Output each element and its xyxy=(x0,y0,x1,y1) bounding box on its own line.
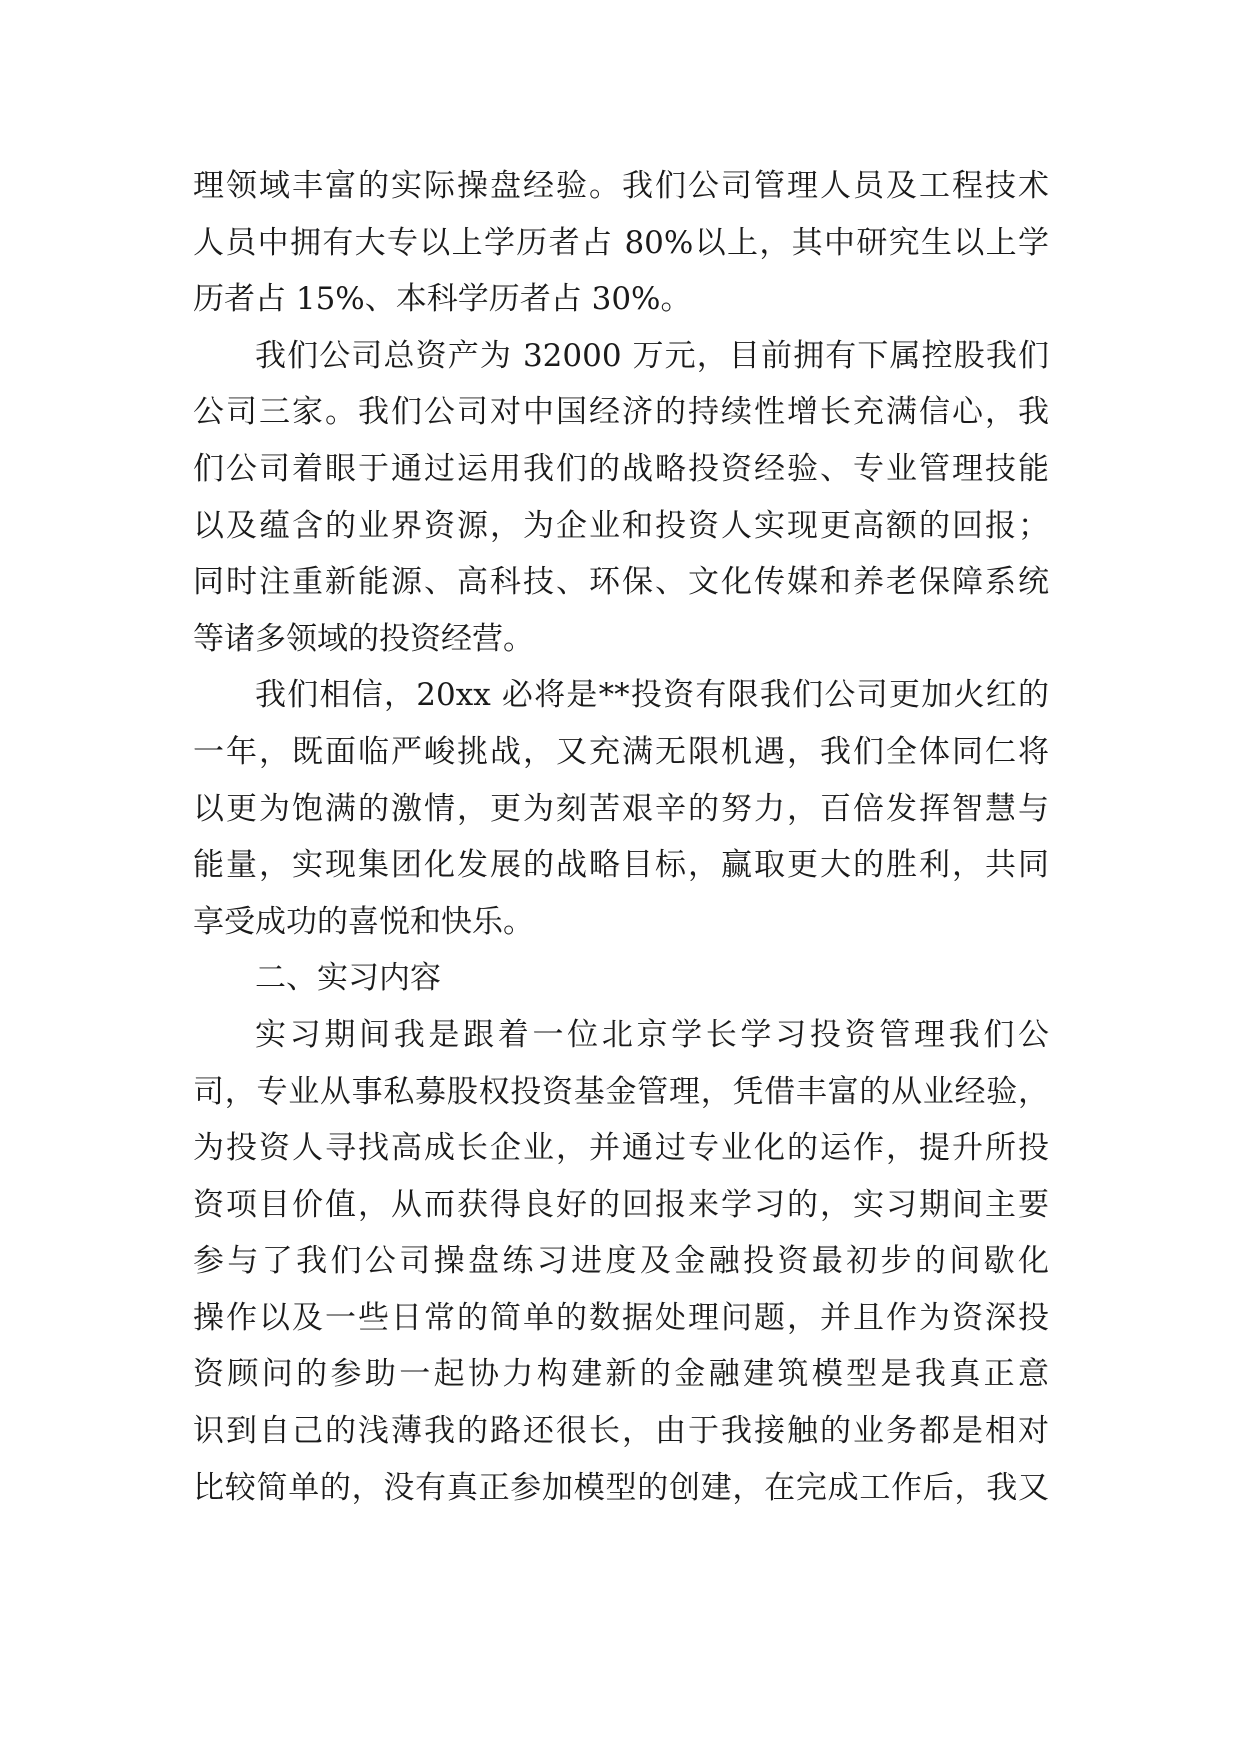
text-line: 历者占 15%、本科学历者占 30%。 xyxy=(193,281,692,318)
text-line: 司，专业从事私募股权投资基金管理，凭借丰富的从业经验， xyxy=(193,1073,1049,1110)
text-line: 理领域丰富的实际操盘经验。我们公司管理人员及工程技术 xyxy=(193,168,1049,204)
text-line: 以及蕴含的业界资源，为企业和投资人实现更高额的回报； xyxy=(193,507,1049,544)
text-line: 资项目价值，从而获得良好的回报来学习的，实习期间主要 xyxy=(193,1186,1049,1223)
text-line: 操作以及一些日常的简单的数据处理问题，并且作为资深投 xyxy=(193,1299,1049,1336)
section-heading: 二、实习内容 xyxy=(255,960,441,997)
paragraph-first-line: 我们公司总资产为 32000 万元，目前拥有下属控股我们 xyxy=(255,337,1049,374)
text-line: 参与了我们公司操盘练习进度及金融投资最初步的间歇化 xyxy=(193,1243,1049,1280)
text-line: 比较简单的，没有真正参加模型的创建，在完成工作后，我又 xyxy=(193,1469,1049,1506)
text-line: 同时注重新能源、高科技、环保、文化传媒和养老保障系统 xyxy=(193,564,1049,601)
body-text xyxy=(193,158,1049,1516)
text-line: 以更为饱满的激情，更为刻苦艰辛的努力，百倍发挥智慧与 xyxy=(193,790,1049,827)
text-line: 能量，实现集团化发展的战略目标，赢取更大的胜利，共同 xyxy=(193,847,1049,884)
text-line: 人员中拥有大专以上学历者占 80%以上，其中研究生以上学 xyxy=(193,224,1049,261)
text-line: 享受成功的喜悦和快乐。 xyxy=(193,903,534,940)
text-line: 等诸多领域的投资经营。 xyxy=(193,620,534,657)
text-line: 公司三家。我们公司对中国经济的持续性增长充满信心，我 xyxy=(193,394,1049,431)
text-line: 一年，既面临严峻挑战，又充满无限机遇，我们全体同仁将 xyxy=(193,733,1049,770)
text-line: 资顾问的参助一起协力构建新的金融建筑模型是我真正意 xyxy=(193,1356,1049,1393)
text-line: 们公司着眼于通过运用我们的战略投资经验、专业管理技能 xyxy=(193,450,1049,487)
text-line: 识到自己的浅薄我的路还很长，由于我接触的业务都是相对 xyxy=(193,1413,1049,1450)
text-line: 为投资人寻找高成长企业，并通过专业化的运作，提升所投 xyxy=(193,1130,1049,1167)
paragraph-first-line: 我们相信，20xx 必将是**投资有限我们公司更加火红的 xyxy=(255,677,1049,714)
paragraph-first-line: 实习期间我是跟着一位北京学长学习投资管理我们公 xyxy=(255,1016,1049,1053)
